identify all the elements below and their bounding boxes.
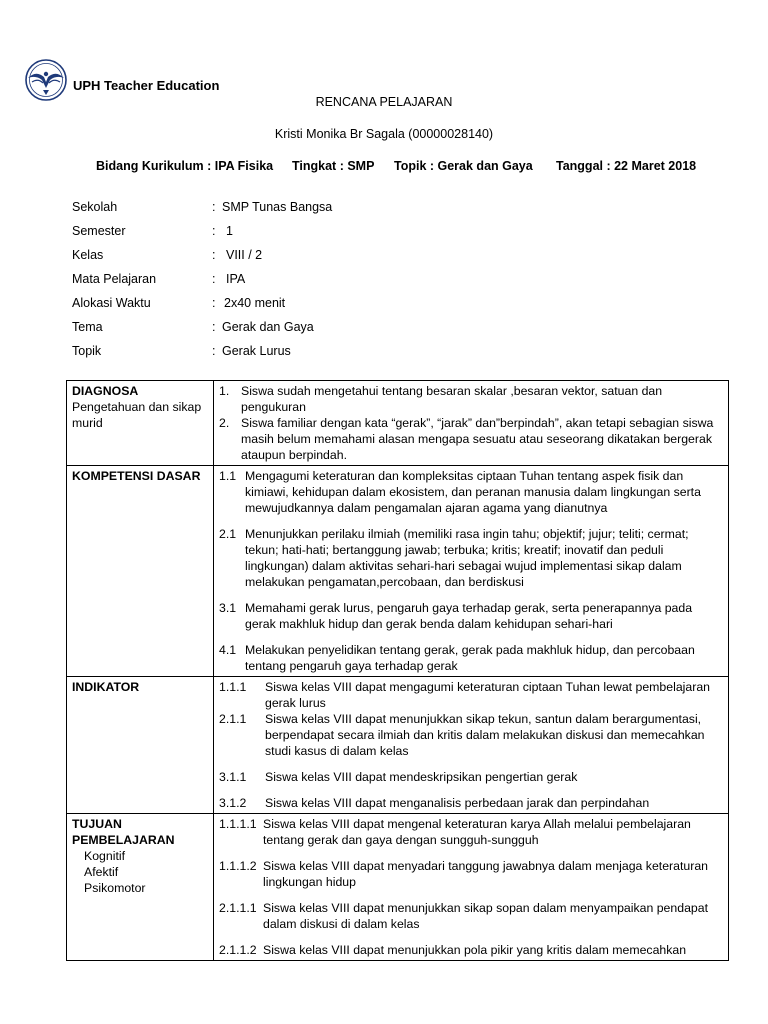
row-title: PEMBELAJARAN — [72, 833, 175, 847]
row-title: DIAGNOSA — [72, 384, 139, 398]
label-cell — [67, 466, 214, 677]
row-title: TUJUAN — [72, 817, 122, 831]
list-item: 2.1 Menunjukkan perilaku ilmiah (memiliki rasa ingin tahu; objektif; jujur; teliti; cermat; tekun; hati-hati; bertanggung jawab; terbuka; kritis; kreatif; inovatif dan peduli lingkungan) dalam aktivitas sehari-hari sebagai wujud implementasi sikap dalam melakukan pengamatan,percobaan, dan berdiskusi — [219, 527, 689, 589]
list-item: 1.1.1 Siswa kelas VIII dapat mengagumi keteraturan ciptaan Tuhan lewat pembelajaran gerak lurus — [219, 680, 710, 710]
meta-bidang: Bidang Kurikulum : IPA Fisika — [96, 159, 274, 173]
lesson-plan-table — [66, 380, 729, 961]
list-item: 3.1.1 Siswa kelas VIII dapat mendeskripsikan pengertian gerak — [219, 770, 578, 784]
list-item: 4.1 Melakukan penyelidikan tentang gerak, gerak pada makhluk hidup, dan percobaan tentang pengaruh gaya terhadap gerak — [219, 643, 695, 673]
list-item: 1.1.1.2 Siswa kelas VIII dapat menyadari tanggung jawabnya dalam menjaga keteraturan lingkungan hidup — [219, 859, 709, 889]
content-cell — [214, 381, 729, 466]
row-tujuan-pembelajaran — [67, 814, 729, 961]
info-label: Semester — [72, 224, 126, 238]
sub-label: Psikomotor — [84, 881, 146, 895]
list-item: 3.1.2 Siswa kelas VIII dapat menganalisis perbedaan jarak dan perpindahan — [219, 796, 650, 810]
info-label: Topik — [72, 344, 102, 358]
info-value: SMP Tunas Bangsa — [222, 200, 333, 214]
row-indikator — [67, 677, 729, 814]
list-item: 1.1.1.1 Siswa kelas VIII dapat mengenal keteraturan karya Allah melalui pembelajaran tentang gerak dan gaya dengan sungguh-sungguh — [219, 817, 691, 847]
list-item: 2. Siswa familiar dengan kata “gerak”, “jarak” dan”berpindah”, akan tetapi sebagian siswa masih belum memahami alasan mengapa sesuatu atau seseorang dikatakan bergerak ataupun berpindah. — [219, 416, 714, 462]
row-title: KOMPETENSI DASAR — [72, 469, 201, 483]
meta-tingkat: Tingkat : SMP — [292, 159, 375, 173]
row-subtitle: Pengetahuan dan sikap murid — [72, 400, 202, 430]
list-item: 2.1.1 Siswa kelas VIII dapat menunjukkan sikap tekun, santun dalam berargumentasi, berpendapat secara ilmiah dan kritis dalam melakukan diskusi dan memecahkan studi kasus di dalam kelas — [219, 712, 705, 758]
label-cell — [67, 381, 214, 466]
info-label: Mata Pelajaran — [72, 272, 157, 286]
info-value: 1 — [226, 224, 233, 238]
content-cell — [214, 677, 729, 814]
list-item: 2.1.1.2 Siswa kelas VIII dapat menunjukkan pola pikir yang kritis dalam memecahkan — [219, 943, 687, 957]
list-item: 3.1 Memahami gerak lurus, pengaruh gaya terhadap gerak, serta penerapannya pada gerak makhluk hidup dan gerak benda dalam kehidupan sehari-hari — [219, 601, 693, 631]
info-value: Gerak dan Gaya — [222, 320, 314, 334]
info-label: Sekolah — [72, 200, 118, 214]
info-value: VIII / 2 — [226, 248, 263, 262]
sub-label: Afektif — [84, 865, 119, 879]
list-item: 2.1.1.1 Siswa kelas VIII dapat menunjukkan sikap sopan dalam menyampaikan pendapat dalam diskusi di dalam kelas — [219, 901, 709, 931]
list-item: 1. Siswa sudah mengetahui tentang besaran skalar ,besaran vektor, satuan dan pengukuran — [219, 384, 663, 414]
label-cell — [67, 677, 214, 814]
row-diagnosa — [67, 381, 729, 466]
document-page: UPH Teacher Education RENCANA PELAJARAN Kristi Monika Br Sagala (00000028140) Bidang Kurikulum : IPA Fisika Tingkat : SMP Topik : Gerak dan Gaya Tanggal : 22 Maret 2018 Sekolah : SMP Tunas Bangsa Semester : 1 Kelas : VIII / 2 Mata Pelajaran : IPA Alokasi Waktu : 2x40 menit Tema : Gerak dan Gaya Topik : Gerak Lurus DIAGNOSA Pengetahuan dan sikap murid 1. Siswa sudah mengetahui tentang besaran skalar ,besaran vektor, satuan dan pengukuran 2. Siswa familiar dengan kata “gerak”, “jarak” dan”berpindah”, akan tetapi sebagian siswa masih belum memahami alasan mengapa sesuatu atau seseorang dikatakan bergerak ataupun berpindah. KOMPETENSI DASAR 1.1 Mengagumi keteraturan dan kompleksitas ciptaan Tuhan tentang aspek fisik dan kimiawi, kehidupan dalam ekosistem, dan peranan manusia dalam lingkungan serta mewujudkannya dalam pengamalan ajaran agama yang dianutnya 2.1 Menunjukkan perilaku ilmiah (memiliki rasa ingin tahu; objektif; jujur; teliti; cermat; tekun; hati-hati; bertanggung jawab; terbuka; kritis; kreatif; inovatif dan peduli lingkungan) dalam aktivitas sehari-hari sebagai wujud implementasi sikap dalam melakukan pengamatan,percobaan, dan berdiskusi 3.1 Memahami gerak lurus, pengaruh gaya terhadap gerak, serta penerapannya pada gerak makhluk hidup dan gerak benda dalam kehidupan sehari-hari 4.1 Melakukan penyelidikan tentang gerak, gerak pada makhluk hidup, dan percobaan tentang pengaruh gaya terhadap gerak INDIKATOR 1.1.1 Siswa kelas VIII dapat mengagumi keteraturan ciptaan Tuhan lewat pembelajaran gerak lurus 2.1.1 Siswa kelas VIII dapat menunjukkan sikap tekun, santun dalam berargumentasi, berpendapat secara ilmiah dan kritis dalam melakukan diskusi dan memecahkan studi kasus di dalam kelas 3.1.1 Siswa kelas VIII dapat mendeskripsikan pengertian gerak 3.1.2 Siswa kelas VIII dapat menganalisis perbedaan jarak dan perpindahan TUJUAN PEMBELAJARAN Kognitif Afektif Psikomotor 1.1.1.1 Siswa kelas VIII dapat mengenal keteraturan karya Allah melalui pembelajaran tentang gerak dan gaya dengan sungguh-sungguh 1.1.1.2 Siswa kelas VIII dapat menyadari tanggung jawabnya dalam menjaga keteraturan lingkungan hidup 2.1.1.1 Siswa kelas VIII dapat menunjukkan sikap sopan dalam menyampaikan pendapat dalam diskusi di dalam kelas 2.1.1.2 Siswa kelas VIII dapat menunjukkan pola pikir yang kritis dalam memecahkan — [0, 0, 768, 1024]
info-label: Alokasi Waktu — [72, 296, 151, 310]
info-label: Kelas — [72, 248, 104, 262]
info-value: Gerak Lurus — [222, 344, 291, 358]
list-item: 1.1 Mengagumi keteraturan dan kompleksitas ciptaan Tuhan tentang aspek fisik dan kimiawi, kehidupan dalam ekosistem, dan peranan manusia dalam lingkungan serta mewujudkannya dalam pengamalan ajaran agama yang dianutnya — [219, 469, 701, 515]
content-cell — [214, 466, 729, 677]
sub-label: Kognitif — [84, 849, 126, 863]
author-line: Kristi Monika Br Sagala (00000028140) — [274, 127, 494, 141]
info-value: IPA — [226, 272, 246, 286]
info-value: 2x40 menit — [224, 296, 286, 310]
label-cell — [67, 814, 214, 961]
row-title: INDIKATOR — [72, 680, 140, 694]
info-label: Tema — [72, 320, 103, 334]
document-title: RENCANA PELAJARAN — [315, 95, 453, 109]
row-kompetensi-dasar — [67, 466, 729, 677]
content-cell — [214, 814, 729, 961]
meta-topik: Topik : Gerak dan Gaya — [394, 159, 533, 173]
org-name: UPH Teacher Education — [73, 78, 220, 93]
meta-tanggal: Tanggal : 22 Maret 2018 — [556, 159, 697, 173]
